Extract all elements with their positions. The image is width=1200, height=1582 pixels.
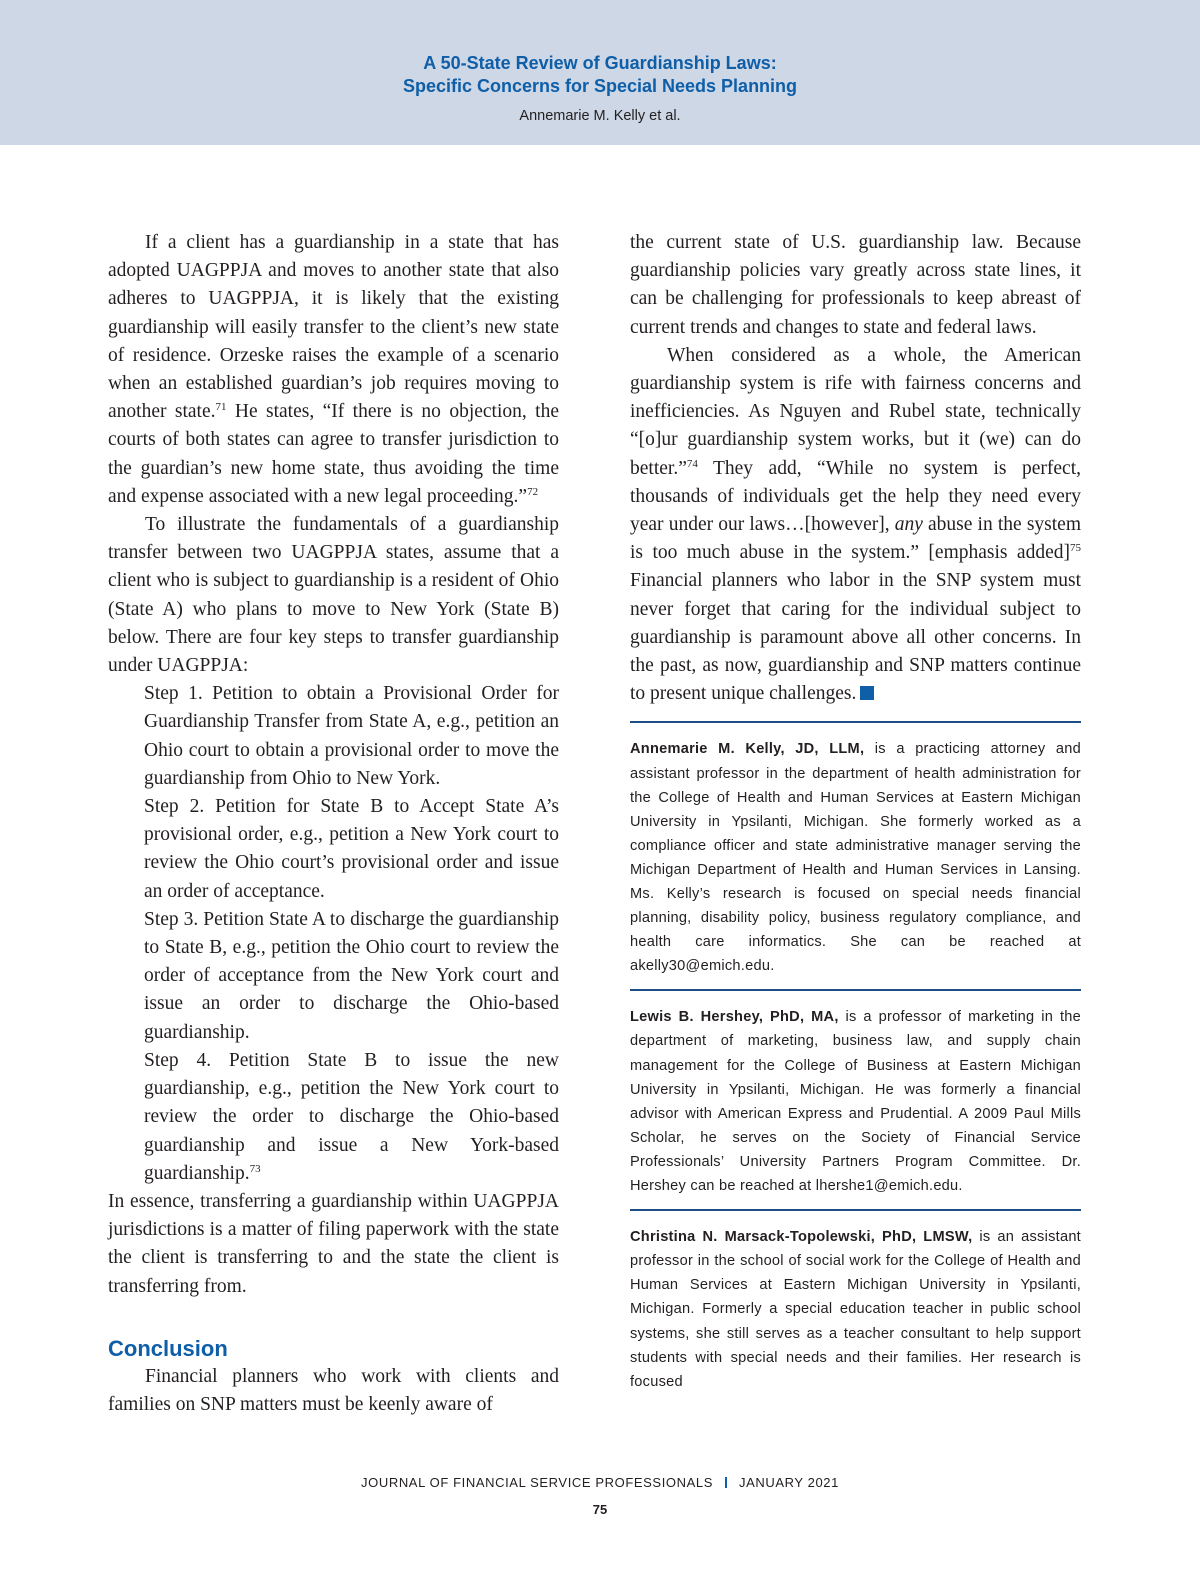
footnote-ref: 72	[527, 485, 539, 498]
page-number: 75	[592, 1502, 608, 1517]
body-paragraph	[108, 229, 559, 511]
divider	[630, 989, 1081, 991]
step-text: Step 4. Petition State B to issue the new guardianship, e.g., petition the New York court to review the order to discharge the Ohio-based guardianship and issue a New York-based guardianship.	[144, 1049, 559, 1184]
article-author: Annemarie M. Kelly et al.	[519, 108, 681, 124]
body-paragraph: Financial planners who work with clients and families on SNP matters must be keenly aware of	[108, 1365, 559, 1415]
right-column	[630, 229, 1081, 1394]
article-title-line2: Specific Concerns for Special Needs Planning	[402, 76, 798, 96]
article-title-line1: A 50-State Review of Guardianship Laws:	[423, 53, 777, 73]
step-item: Step 3. Petition State A to discharge the guardianship to State B, e.g., petition the Ohio court to review the order of acceptance from the New York court and issue an order to discharge the Ohio-based guardianship.	[144, 908, 559, 1043]
footer-separator	[725, 1477, 727, 1488]
article-title	[0, 52, 1200, 98]
author-bio-text: is a professor of marketing in the department of marketing, business law, and supply chain management for the College of Business at Eastern Michigan University in Ypsilanti, Michigan. He was formerly a financial advisor with American Express and Prudential. A 2009 Paul Mills Scholar, he serves on the Society of Financial Service Professionals’ University Partners Program Committee. Dr. Hershey can be reached at lhershe1@emich.edu.	[630, 1009, 1082, 1195]
author-bio-text: is an assistant professor in the school of social work for the College of Health and Human Services at Eastern Michigan University in Ypsilanti, Michigan. Formerly a special education teacher in public school systems, she still serves as a teacher consultant to help support students with special needs and their families. Her research is focused	[630, 1229, 1081, 1390]
body-paragraph: To illustrate the fundamentals of a guardianship transfer between two UAGPPJA states, assume that a client who is subject to guardianship is a resident of Ohio (State A) who plans to move to New York (State B) below. There are four key steps to transfer guardianship under UAGPPJA:	[108, 514, 559, 677]
footnote-ref: 74	[686, 457, 698, 470]
emphasis-text: any	[894, 514, 923, 536]
body-paragraph: the current state of U.S. guardianship law. Because guardianship policies vary greatly across state lines, it can be challenging for professionals to keep abreast of current trends and changes to state and federal laws.	[630, 232, 1081, 338]
author-name: Annemarie M. Kelly, JD, LLM,	[630, 741, 865, 758]
step-item: Step 2. Petition for State B to Accept State A’s provisional order, e.g., petition a New York court to review the Ohio court’s provisional order and issue an order of acceptance.	[144, 796, 559, 902]
step-item	[144, 1047, 559, 1188]
paragraph-text: They add, “While no system is perfect, thousands of individuals get the help they need every year under our laws…[however],	[630, 457, 1081, 536]
paragraph-text: abuse in the system is too much abuse in the system.” [emphasis added]	[630, 514, 1081, 564]
author-bio	[630, 737, 1081, 978]
step-item: Step 1. Petition to obtain a Provisional Order for Guardianship Transfer from State A, e.g., petition an Ohio court to obtain a provisional order to move the guardianship from Ohio to New York.	[144, 683, 559, 789]
header-band	[0, 0, 1200, 145]
issue-date: JANUARY 2021	[739, 1475, 839, 1490]
divider	[630, 721, 1081, 723]
body-paragraph	[630, 342, 1081, 709]
footnote-ref: 73	[249, 1162, 261, 1175]
page-footer	[0, 1475, 1200, 1490]
paragraph-text: When considered as a whole, the American guardianship system is rife with fairness concerns and inefficiencies. As Nguyen and Rubel state, technically “[o]ur guardianship system works, but it (we) can do better.”	[630, 344, 1081, 479]
author-bio-text: is a practicing attorney and assistant professor in the department of health administration for the College of Health and Human Services at Eastern Michigan University in Ypsilanti, Michigan. She formerly worked as a compliance officer and state administrative manager serving the Michigan Department of Health and Human Services in Lansing. Ms. Kelly’s research is focused on special needs financial planning, disability policy, business regulatory compliance, and health care informatics. She can be reached at akelly30@emich.edu.	[630, 741, 1081, 975]
footnote-ref: 75	[1070, 542, 1081, 555]
author-bio	[630, 1225, 1081, 1394]
paragraph-text: He states, “If there is no objection, the courts of both states can agree to transfer jurisdiction to the guardian’s new home state, thus avoiding the time and expense associated with a new legal proceeding.”	[108, 401, 559, 507]
author-bio	[630, 1005, 1081, 1198]
journal-name: JOURNAL OF FINANCIAL SERVICE PROFESSIONALS	[361, 1475, 713, 1490]
paragraph-text: Financial planners who labor in the SNP system must never forget that caring for the individual subject to guardianship is paramount above all other concerns. In the past, as now, guardianship and SNP matters continue to present unique challenges.	[630, 570, 1081, 705]
end-of-article-icon	[860, 686, 874, 700]
left-column	[108, 229, 559, 1419]
divider	[630, 1209, 1081, 1211]
section-heading: Conclusion	[108, 1335, 228, 1361]
paragraph-text: If a client has a guardianship in a state that has adopted UAGPPJA and moves to another state that also adheres to UAGPPJA, it is likely that the existing guardianship will easily transfer to the client’s new state of residence. Orzeske raises the example of a scenario when an established guardian’s job requires moving to another state.	[108, 232, 559, 423]
author-name: Lewis B. Hershey, PhD, MA,	[630, 1009, 839, 1026]
body-paragraph: In essence, transferring a guardianship within UAGPPJA jurisdictions is a matter of filing paperwork with the state the client is transferring to and the state the client is transferring from.	[108, 1190, 559, 1297]
author-name: Christina N. Marsack-Topolewski, PhD, LMSW,	[630, 1229, 973, 1246]
footnote-ref: 71	[215, 401, 227, 414]
